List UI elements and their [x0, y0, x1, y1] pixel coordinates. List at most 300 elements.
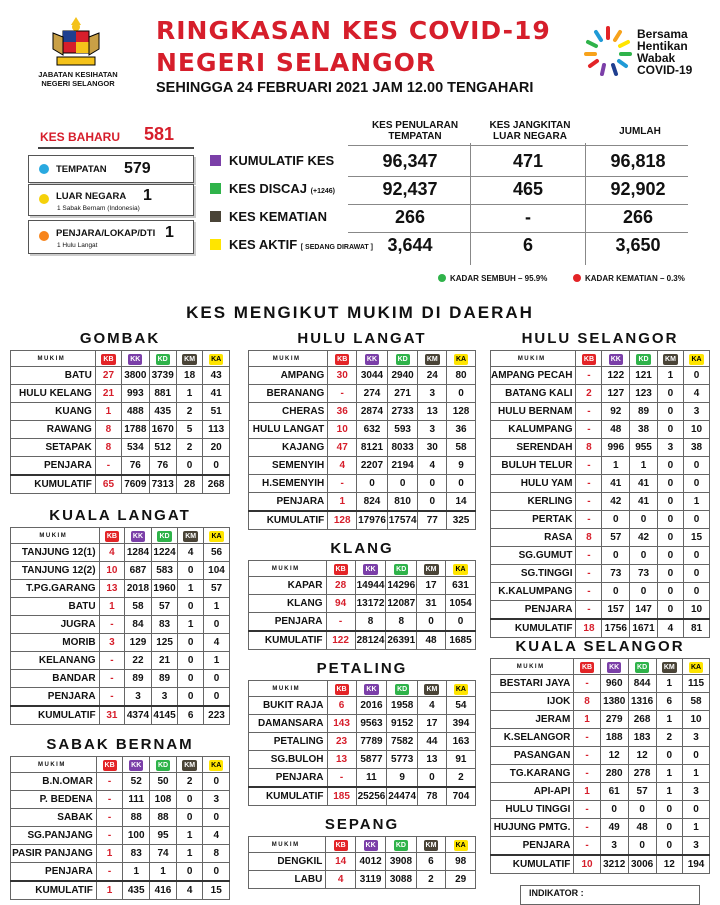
summary-value: 266	[394, 207, 426, 227]
summary-value: 92,437	[382, 179, 438, 199]
value-cell: 2207	[357, 457, 388, 475]
value-cell: 8	[574, 693, 600, 711]
imported-dot-icon	[39, 194, 49, 204]
value-cell: 2	[416, 871, 446, 889]
value-cell: 28	[176, 475, 202, 494]
value-cell: 83	[123, 845, 150, 863]
value-cell: -	[576, 457, 602, 475]
campaign-line: Bersama	[637, 27, 688, 41]
ka-pill: KA	[211, 761, 222, 769]
value-cell: 17	[417, 577, 446, 595]
value-cell: 0	[203, 457, 230, 476]
value-cell: 0	[657, 601, 683, 620]
value-cell: 17	[418, 715, 447, 733]
table-row	[491, 565, 710, 583]
value-cell: 1	[123, 863, 150, 882]
kd-pill: KD	[396, 565, 407, 573]
kb-pill: KB	[335, 565, 346, 573]
value-cell: 10	[574, 855, 600, 874]
district-table	[10, 756, 230, 900]
mukim-cell: CHERAS	[249, 403, 328, 421]
value-cell: -	[96, 809, 122, 827]
value-cell: 0	[602, 583, 630, 601]
value-cell: 88	[123, 809, 150, 827]
mukim-cell: BATANG KALI	[491, 385, 576, 403]
value-cell: 824	[357, 493, 388, 512]
district-name: KLANG	[330, 540, 394, 557]
value-cell: 0	[684, 367, 710, 385]
value-cell: 22	[125, 652, 152, 670]
value-cell: 0	[602, 511, 630, 529]
value-cell: 50	[150, 773, 177, 791]
value-cell: 42	[630, 529, 658, 547]
value-cell: 7313	[149, 475, 176, 494]
value-cell: 0	[657, 583, 683, 601]
value-cell: 36	[447, 421, 476, 439]
mukim-cell: SG.TINGGI	[491, 565, 576, 583]
value-cell: 115	[683, 675, 710, 693]
table-row	[491, 819, 710, 837]
value-cell: 0	[628, 837, 656, 856]
value-cell: 1958	[387, 697, 418, 715]
value-cell: 8	[576, 529, 602, 547]
value-cell: 3	[418, 385, 447, 403]
value-cell: 17976	[357, 511, 388, 530]
value-cell: 3212	[600, 855, 628, 874]
ka-pill: KA	[211, 532, 222, 540]
value-cell: 57	[151, 598, 178, 616]
mukim-cell: HULU YAM	[491, 475, 576, 493]
value-cell: 1670	[149, 421, 176, 439]
km-pill: KM	[184, 761, 196, 769]
ka-pill: KA	[691, 355, 702, 363]
table-row	[11, 634, 230, 652]
summary-label-text: KUMULATIF KES	[229, 153, 335, 168]
value-cell: 0	[657, 565, 683, 583]
district-table	[248, 836, 476, 889]
kd-header	[149, 351, 176, 367]
value-cell: 8	[203, 845, 230, 863]
value-cell: 0	[357, 475, 388, 493]
ka-header	[446, 681, 475, 697]
local-label: TEMPATAN	[56, 164, 107, 175]
value-cell: 14296	[386, 577, 417, 595]
table-row	[491, 837, 710, 856]
value-cell: 31	[99, 706, 125, 725]
kb-header	[328, 351, 357, 367]
value-cell: 65	[95, 475, 121, 494]
value-cell: 1	[656, 783, 683, 801]
value-cell: 1	[683, 765, 710, 783]
table-row	[491, 747, 710, 765]
value-cell: -	[574, 729, 600, 747]
imported-cases-box	[28, 184, 194, 216]
mukim-cell: HULU TINGGI	[491, 801, 574, 819]
value-cell: -	[327, 769, 356, 788]
section-title: KES MENGIKUT MUKIM DI DAERAH	[186, 303, 534, 322]
value-cell: 3	[683, 837, 710, 856]
value-cell: 38	[630, 421, 658, 439]
summary-label-text: KES DISCAJ	[229, 181, 308, 196]
mukim-header: MUKIM	[249, 681, 328, 697]
value-cell: 14944	[355, 577, 386, 595]
total-row	[11, 881, 230, 900]
value-cell: 0	[203, 809, 230, 827]
campaign-line: COVID-19	[637, 63, 693, 77]
value-cell: 279	[600, 711, 628, 729]
value-cell: 1	[683, 819, 710, 837]
value-cell: 89	[125, 670, 152, 688]
summary-label-extra: [ SEDANG DIRAWAT ]	[300, 244, 373, 251]
value-cell: 0	[630, 583, 658, 601]
value-cell: 4	[328, 457, 357, 475]
value-cell: 29	[446, 871, 476, 889]
value-cell: 3800	[122, 367, 149, 385]
value-cell: 4	[204, 634, 230, 652]
kb-header	[327, 681, 356, 697]
value-cell: 0	[656, 819, 683, 837]
kk-pill: KK	[366, 355, 378, 363]
mukim-cell: KUMULATIF	[249, 787, 328, 806]
value-cell: 1	[656, 765, 683, 783]
value-cell: 4	[418, 457, 447, 475]
table-row	[491, 385, 710, 403]
value-cell: 6	[656, 693, 683, 711]
table-row	[249, 385, 476, 403]
value-cell: 125	[151, 634, 178, 652]
kk-header	[123, 757, 150, 773]
table-row	[11, 580, 230, 598]
value-cell: 15	[684, 529, 710, 547]
km-header	[657, 351, 683, 367]
summary-row-label	[210, 237, 373, 252]
value-cell: 416	[150, 881, 177, 900]
mukim-cell: PETALING	[249, 733, 328, 751]
value-cell: 30	[418, 439, 447, 457]
kd-header	[387, 351, 418, 367]
jata-negara-logo	[45, 15, 107, 70]
value-cell: -	[576, 601, 602, 620]
table-row	[249, 769, 476, 788]
mukim-cell: SG.PANJANG	[11, 827, 97, 845]
value-cell: 8121	[357, 439, 388, 457]
col-local-header: KES PENULARAN TEMPATAN	[371, 120, 459, 142]
value-cell: 993	[122, 385, 149, 403]
legend-square-icon	[210, 183, 221, 194]
value-cell: -	[96, 791, 122, 809]
kk-header	[355, 837, 385, 853]
table-row	[11, 598, 230, 616]
ka-header	[446, 837, 476, 853]
value-cell: 3	[600, 837, 628, 856]
table-row	[491, 547, 710, 565]
death-rate	[573, 274, 685, 283]
value-cell: 77	[418, 511, 447, 530]
value-cell: 960	[600, 675, 628, 693]
value-cell: 41	[630, 493, 658, 511]
value-cell: 1	[630, 457, 658, 475]
value-cell: 1	[684, 493, 710, 511]
prison-dot-icon	[39, 231, 49, 241]
value-cell: 810	[387, 493, 418, 512]
value-cell: 534	[122, 439, 149, 457]
table-header-row	[249, 561, 476, 577]
table-header-row	[491, 351, 710, 367]
value-cell: 278	[628, 765, 656, 783]
kb-pill: KB	[106, 532, 117, 540]
table-row	[491, 675, 710, 693]
value-cell: 5877	[356, 751, 387, 769]
value-cell: 111	[123, 791, 150, 809]
table-row	[11, 863, 230, 882]
mukim-cell: SG.GUMUT	[491, 547, 576, 565]
table-row	[11, 670, 230, 688]
value-cell: 2	[656, 729, 683, 747]
kk-pill: KK	[609, 663, 620, 671]
value-cell: 1960	[151, 580, 178, 598]
indicator-box: INDIKATOR :	[520, 885, 700, 905]
value-cell: 4374	[125, 706, 152, 725]
value-cell: 41	[630, 475, 658, 493]
table-row	[249, 457, 476, 475]
value-cell: 0	[446, 613, 476, 632]
kk-header	[125, 528, 152, 544]
summary-value: -	[525, 207, 531, 227]
value-cell: 122	[602, 367, 630, 385]
value-cell: 24474	[387, 787, 418, 806]
value-cell: 56	[204, 544, 230, 562]
km-pill: KM	[425, 841, 437, 849]
value-cell: -	[574, 765, 600, 783]
value-cell: 4	[684, 385, 710, 403]
value-cell: 1224	[151, 544, 178, 562]
value-cell: 9	[387, 769, 418, 788]
district-name: KUALA LANGAT	[49, 507, 191, 524]
km-header	[418, 681, 447, 697]
prison-value: 1	[165, 224, 174, 241]
value-cell: 83	[151, 616, 178, 634]
value-cell: 0	[602, 547, 630, 565]
district-table	[10, 350, 230, 494]
district-name: HULU LANGAT	[297, 330, 427, 347]
value-cell: 271	[387, 385, 418, 403]
value-cell: 18	[576, 619, 602, 638]
total-row	[249, 511, 476, 530]
value-cell: 3119	[355, 871, 385, 889]
value-cell: 58	[447, 439, 476, 457]
value-cell: 704	[446, 787, 475, 806]
value-cell: 1054	[446, 595, 476, 613]
col-imported-header: KES JANGKITAN LUAR NEGARA	[489, 120, 571, 142]
table-row	[11, 827, 230, 845]
table-row	[491, 421, 710, 439]
value-cell: 488	[122, 403, 149, 421]
value-cell: -	[95, 457, 121, 476]
value-cell: 31	[417, 595, 446, 613]
value-cell: 1	[178, 580, 204, 598]
mukim-header: MUKIM	[491, 659, 574, 675]
value-cell: 108	[150, 791, 177, 809]
value-cell: 2	[176, 773, 203, 791]
value-cell: 57	[628, 783, 656, 801]
prison-cases-box	[28, 220, 194, 254]
mukim-cell: PASIR PANJANG	[11, 845, 97, 863]
table-row	[11, 544, 230, 562]
value-cell: 0	[628, 801, 656, 819]
km-header	[418, 351, 447, 367]
kb-header	[576, 351, 602, 367]
value-cell: 325	[447, 511, 476, 530]
kb-pill: KB	[337, 355, 348, 363]
value-cell: 128	[447, 403, 476, 421]
value-cell: -	[574, 675, 600, 693]
mukim-cell: B.N.OMAR	[11, 773, 97, 791]
value-cell: -	[576, 367, 602, 385]
table-row	[249, 871, 476, 889]
mukim-cell: BANDAR	[11, 670, 100, 688]
mukim-cell: DENGKIL	[249, 853, 326, 871]
value-cell: 76	[122, 457, 149, 476]
value-cell: -	[576, 421, 602, 439]
kb-header	[574, 659, 600, 675]
value-cell: 80	[447, 367, 476, 385]
value-cell: 5	[176, 421, 202, 439]
value-cell: -	[99, 616, 125, 634]
mukim-cell: H.SEMENYIH	[249, 475, 328, 493]
table-row	[249, 403, 476, 421]
ka-header	[446, 561, 476, 577]
value-cell: 91	[446, 751, 475, 769]
km-pill: KM	[426, 355, 438, 363]
col-total-header: JUMLAH	[619, 126, 661, 137]
value-cell: 2016	[356, 697, 387, 715]
value-cell: 44	[418, 733, 447, 751]
value-cell: 41	[602, 475, 630, 493]
value-cell: 104	[204, 562, 230, 580]
value-cell: 194	[683, 855, 710, 874]
value-cell: 28124	[355, 631, 386, 650]
table-row	[491, 475, 710, 493]
value-cell: 36	[328, 403, 357, 421]
table-row	[11, 791, 230, 809]
summary-row-label	[210, 153, 334, 168]
value-cell: 1	[574, 783, 600, 801]
table-header-row	[249, 351, 476, 367]
value-cell: 42	[602, 493, 630, 511]
value-cell: 1685	[446, 631, 476, 650]
value-cell: 4	[203, 827, 230, 845]
value-cell: -	[576, 547, 602, 565]
kk-header	[355, 561, 386, 577]
total-row	[491, 855, 710, 874]
value-cell: 183	[628, 729, 656, 747]
page-title: RINGKASAN KES COVID-19	[156, 16, 551, 45]
value-cell: 632	[357, 421, 388, 439]
kb-header	[99, 528, 125, 544]
value-cell: 0	[204, 616, 230, 634]
mukim-cell: K.KALUMPANG	[491, 583, 576, 601]
value-cell: -	[576, 565, 602, 583]
km-header	[656, 659, 683, 675]
summary-value: 266	[622, 207, 654, 227]
km-pill: KM	[185, 532, 197, 540]
kd-pill: KD	[159, 532, 170, 540]
mukim-header: MUKIM	[249, 561, 327, 577]
value-cell: 0	[176, 863, 203, 882]
district-name: GOMBAK	[79, 330, 161, 347]
value-cell: 0	[683, 801, 710, 819]
value-cell: -	[576, 583, 602, 601]
table-row	[491, 493, 710, 511]
value-cell: 512	[149, 439, 176, 457]
value-cell: 9	[447, 457, 476, 475]
district-name: PETALING	[316, 660, 408, 677]
table-row	[249, 733, 476, 751]
mukim-cell: P. BEDENA	[11, 791, 97, 809]
value-cell: 157	[602, 601, 630, 620]
table-row	[249, 493, 476, 512]
table-row	[491, 457, 710, 475]
district-name: KUALA SELANGOR	[515, 638, 685, 655]
value-cell: 0	[656, 837, 683, 856]
value-cell: -	[576, 475, 602, 493]
value-cell: 9152	[387, 715, 418, 733]
value-cell: -	[99, 652, 125, 670]
summary-row-label	[210, 181, 335, 196]
value-cell: 1	[176, 845, 203, 863]
table-row	[11, 652, 230, 670]
district-table	[248, 350, 476, 530]
value-cell: 1	[204, 652, 230, 670]
value-cell: 0	[178, 670, 204, 688]
value-cell: 0	[203, 773, 230, 791]
value-cell: -	[328, 475, 357, 493]
total-row	[249, 631, 476, 650]
district-table	[248, 560, 476, 650]
mukim-cell: JUGRA	[11, 616, 100, 634]
value-cell: 7582	[387, 733, 418, 751]
district-name: HULU SELANGOR	[521, 330, 679, 347]
value-cell: 7789	[356, 733, 387, 751]
ka-header	[203, 757, 230, 773]
value-cell: 121	[630, 367, 658, 385]
value-cell: 41	[203, 385, 230, 403]
value-cell: 7609	[122, 475, 149, 494]
kb-header	[95, 351, 121, 367]
value-cell: 0	[657, 421, 683, 439]
table-row	[11, 562, 230, 580]
table-header-row	[11, 757, 230, 773]
value-cell: 3006	[628, 855, 656, 874]
table-row	[11, 385, 230, 403]
value-cell: 8033	[387, 439, 418, 457]
value-cell: 95	[150, 827, 177, 845]
mukim-cell: PENJARA	[249, 769, 328, 788]
summary-value: 3,644	[387, 235, 433, 255]
value-cell: -	[99, 688, 125, 707]
value-cell: 48	[602, 421, 630, 439]
table-row	[491, 583, 710, 601]
value-cell: 58	[683, 693, 710, 711]
summary-value: 92,902	[610, 179, 666, 199]
district-table	[490, 658, 710, 874]
mukim-cell: KUMULATIF	[249, 631, 327, 650]
value-cell: 2	[176, 439, 202, 457]
value-cell: 78	[418, 787, 447, 806]
value-cell: 0	[178, 688, 204, 707]
value-cell: 188	[600, 729, 628, 747]
value-cell: 127	[602, 385, 630, 403]
